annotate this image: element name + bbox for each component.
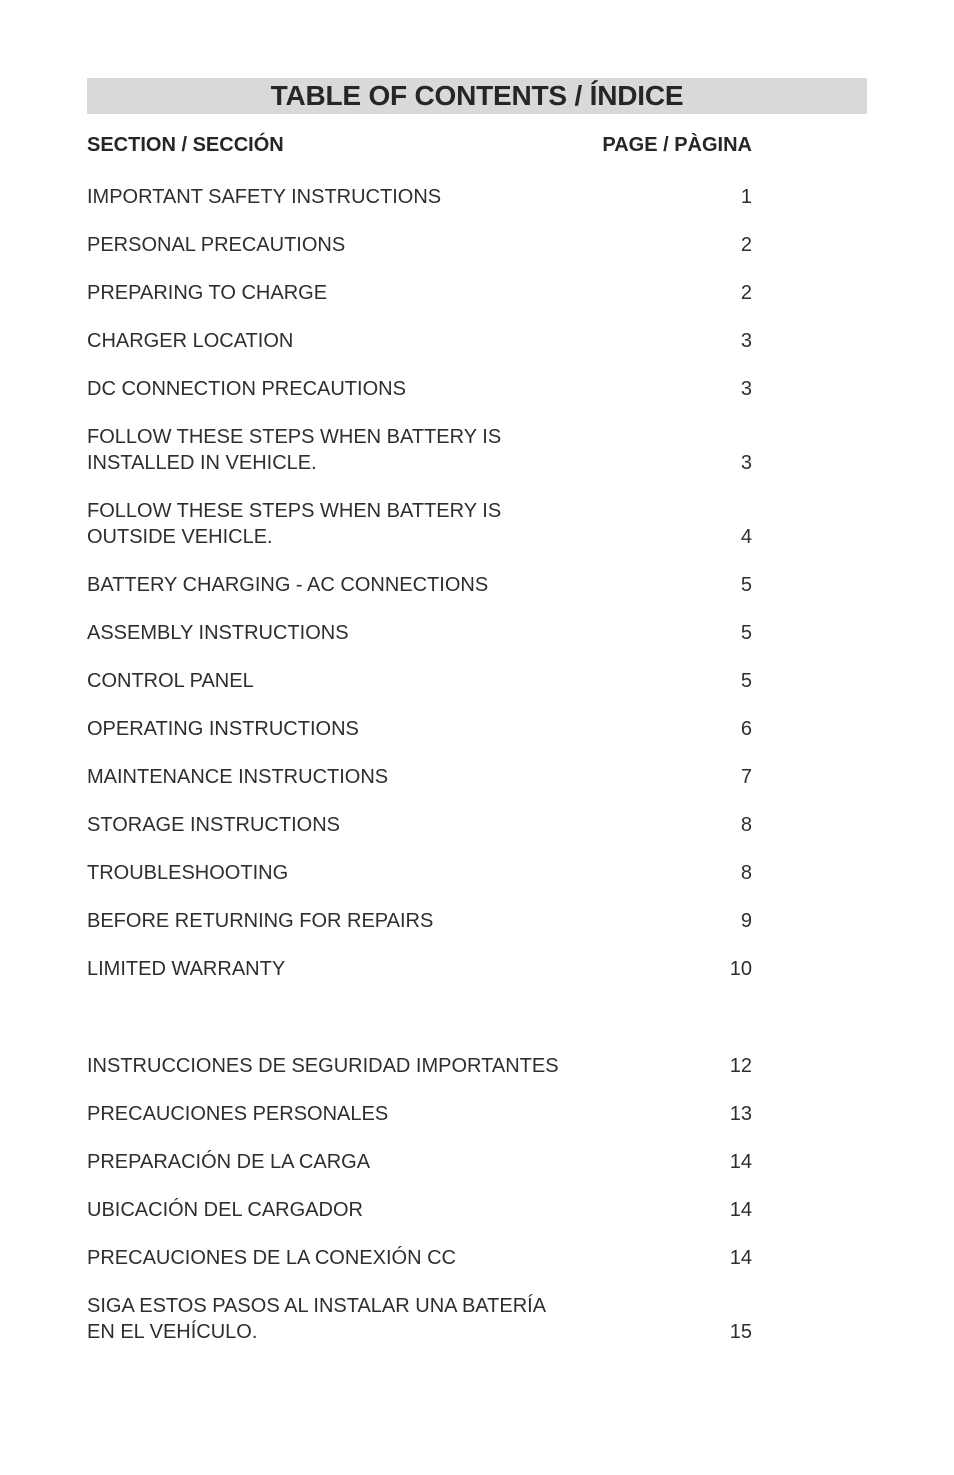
toc-entry-label: UBICACIÓN DEL CARGADOR	[87, 1199, 363, 1221]
toc-entry-page: 10	[729, 958, 752, 980]
toc-entry-label: INSTRUCCIONES DE SEGURIDAD IMPORTANTES	[87, 1055, 559, 1077]
toc-entry-page: 14	[729, 1247, 752, 1269]
toc-entry-label: IMPORTANT SAFETY INSTRUCTIONS	[87, 186, 442, 208]
toc-entry-storage[interactable]	[87, 812, 752, 838]
toc-entry-page: 14	[729, 1199, 752, 1221]
toc-entry-label: PRECAUCIONES PERSONALES	[87, 1103, 389, 1125]
toc-entry-page: 13	[729, 1103, 752, 1125]
toc-entry-page: 2	[740, 282, 752, 304]
toc-entry-label: TROUBLESHOOTING	[87, 862, 289, 884]
toc-entry-label: FOLLOW THESE STEPS WHEN BATTERY IS OUTSIDE VEHICLE.	[87, 500, 502, 548]
toc-entry-label: PERSONAL PRECAUTIONS	[87, 234, 346, 256]
toc-list	[87, 184, 752, 1367]
toc-entry-label: BATTERY CHARGING - AC CONNECTIONS	[87, 574, 489, 596]
toc-entry-ubicacion-cargador[interactable]	[87, 1197, 752, 1223]
toc-entry-page: 6	[740, 718, 752, 740]
toc-entry-label: ASSEMBLY INSTRUCTIONS	[87, 622, 349, 644]
toc-entry-page: 14	[729, 1151, 752, 1173]
toc-entry-precauciones-conexion[interactable]	[87, 1245, 752, 1271]
toc-entry-page: 15	[729, 1321, 752, 1343]
toc-column-header	[87, 134, 752, 157]
toc-entry-operating[interactable]	[87, 716, 752, 742]
toc-entry-page: 3	[740, 330, 752, 352]
toc-entry-personal-precautions[interactable]	[87, 232, 752, 258]
toc-entry-label: PRECAUCIONES DE LA CONEXIÓN CC	[87, 1247, 456, 1269]
section-divider-spacer	[87, 1004, 752, 1053]
toc-entry-page: 8	[740, 862, 752, 884]
page-title: TABLE OF CONTENTS / ÍNDICE	[270, 80, 684, 111]
toc-entry-page: 5	[740, 670, 752, 692]
toc-entry-label: PREPARING TO CHARGE	[87, 282, 328, 304]
toc-entry-charger-location[interactable]	[87, 328, 752, 354]
toc-entry-label: CONTROL PANEL	[87, 670, 254, 692]
toc-entry-dc-connection[interactable]	[87, 376, 752, 402]
toc-entry-label: SIGA ESTOS PASOS AL INSTALAR UNA BATERÍA EN EL VEHÍCULO.	[87, 1295, 547, 1343]
toc-entry-assembly[interactable]	[87, 620, 752, 646]
toc-entry-page: 5	[740, 622, 752, 644]
toc-entry-label: OPERATING INSTRUCTIONS	[87, 718, 359, 740]
toc-entry-battery-installed[interactable]	[87, 424, 752, 476]
toc-entry-label: DC CONNECTION PRECAUTIONS	[87, 378, 406, 400]
toc-entry-label: STORAGE INSTRUCTIONS	[87, 814, 340, 836]
toc-entry-limited-warranty[interactable]	[87, 956, 752, 982]
toc-entry-preparing-to-charge[interactable]	[87, 280, 752, 306]
toc-entry-page: 2	[740, 234, 752, 256]
toc-entry-important-safety[interactable]	[87, 184, 752, 210]
toc-entry-preparacion-carga[interactable]	[87, 1149, 752, 1175]
toc-entry-label: BEFORE RETURNING FOR REPAIRS	[87, 910, 434, 932]
toc-entry-page: 9	[740, 910, 752, 932]
toc-entry-before-returning[interactable]	[87, 908, 752, 934]
toc-entry-battery-outside[interactable]	[87, 498, 752, 550]
toc-entry-page: 8	[740, 814, 752, 836]
toc-entry-label: MAINTENANCE INSTRUCTIONS	[87, 766, 389, 788]
toc-entry-precauciones-personales[interactable]	[87, 1101, 752, 1127]
toc-entry-label: FOLLOW THESE STEPS WHEN BATTERY IS INSTALLED IN VEHICLE.	[87, 426, 502, 474]
section-column-label: SECTION / SECCIÓN	[87, 134, 284, 156]
toc-entry-troubleshooting[interactable]	[87, 860, 752, 886]
toc-entry-page: 5	[740, 574, 752, 596]
toc-entry-page: 3	[740, 378, 752, 400]
toc-entry-label: LIMITED WARRANTY	[87, 958, 286, 980]
toc-entry-instrucciones-seguridad[interactable]	[87, 1053, 752, 1079]
toc-entry-control-panel[interactable]	[87, 668, 752, 694]
toc-entry-page: 3	[740, 452, 752, 474]
toc-entry-label: CHARGER LOCATION	[87, 330, 294, 352]
toc-entry-ac-connections[interactable]	[87, 572, 752, 598]
toc-entry-siga-pasos[interactable]	[87, 1293, 752, 1345]
toc-entry-page: 12	[729, 1055, 752, 1077]
toc-entry-page: 1	[740, 186, 752, 208]
toc-entry-page: 4	[740, 526, 752, 548]
toc-entry-page: 7	[740, 766, 752, 788]
toc-entry-label: PREPARACIÓN DE LA CARGA	[87, 1151, 371, 1173]
page-column-label: PAGE / PÀGINA	[602, 134, 752, 156]
toc-entry-maintenance[interactable]	[87, 764, 752, 790]
title-bar	[87, 78, 867, 114]
